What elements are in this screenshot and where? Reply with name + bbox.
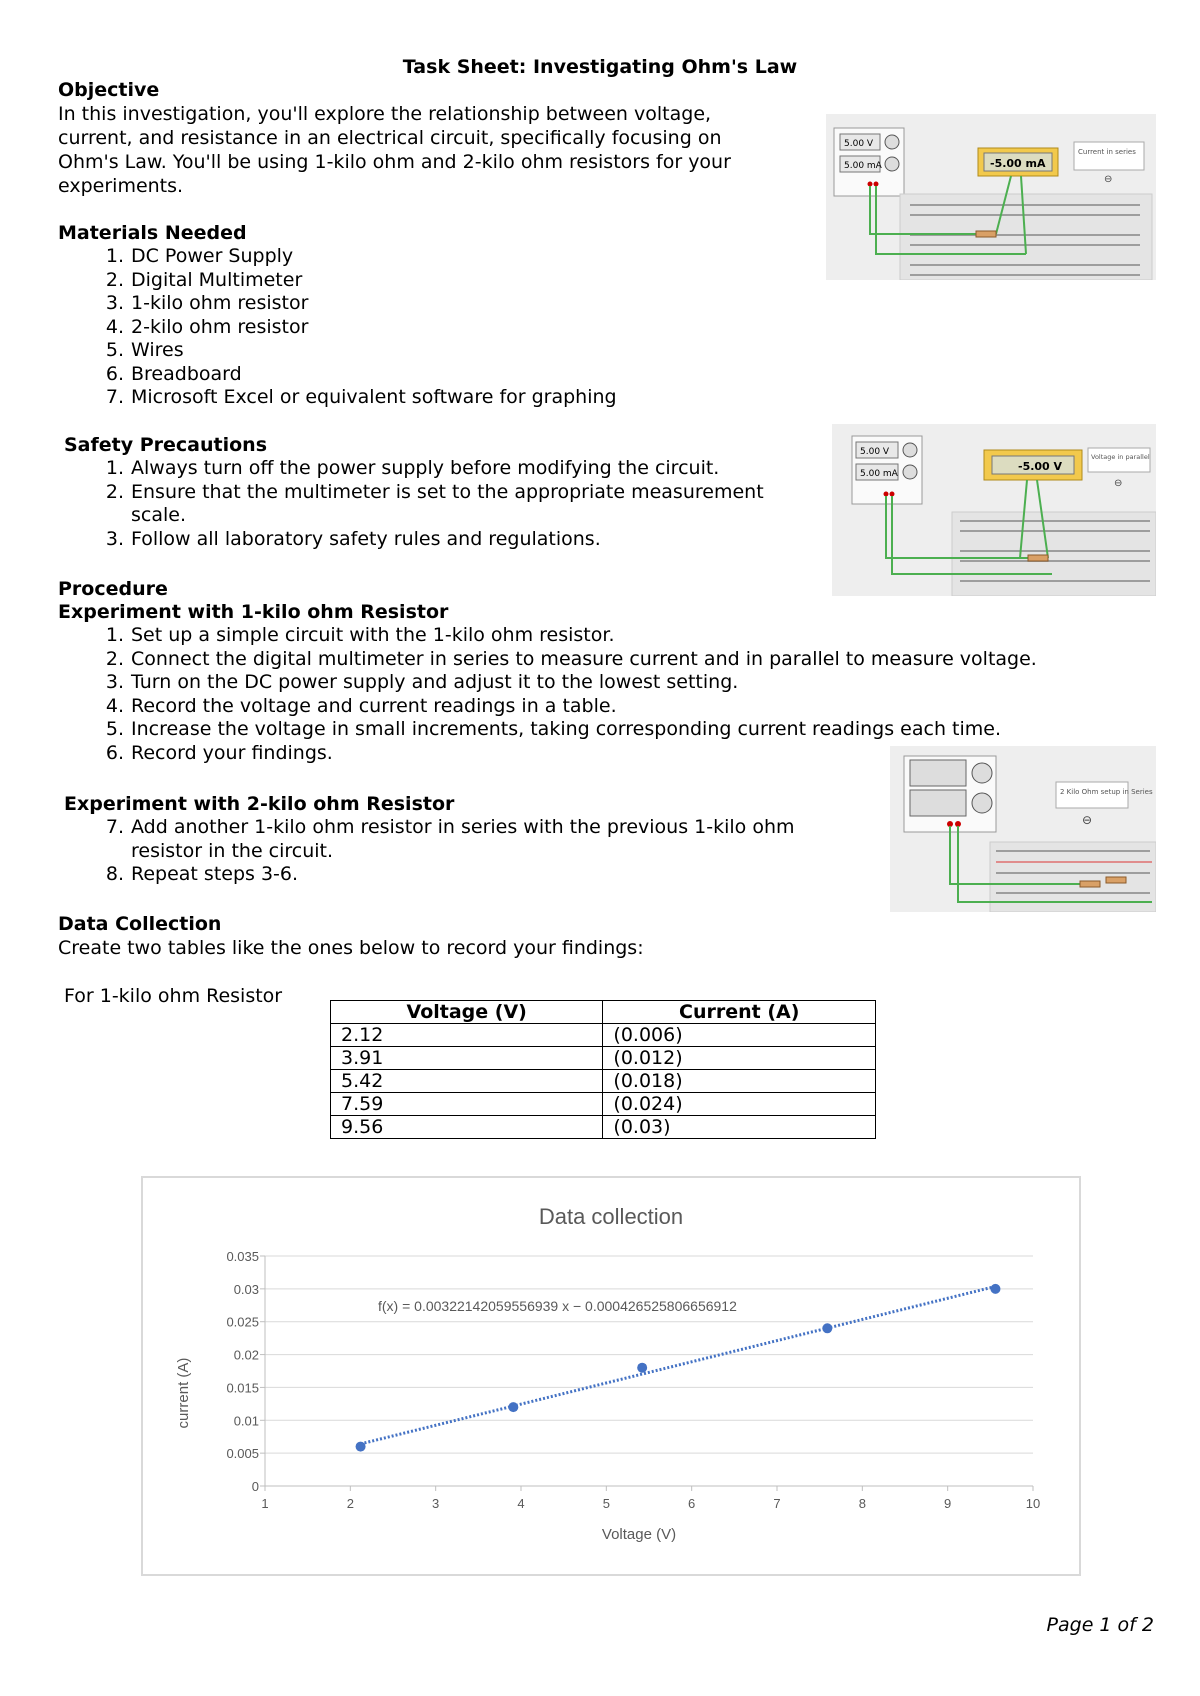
- x-tick-label: 10: [1025, 1496, 1041, 1511]
- table-cell: (0.006): [603, 1024, 876, 1047]
- table-cell: (0.012): [603, 1047, 876, 1070]
- y-tick-label: 0.025: [226, 1314, 259, 1330]
- table-cell: (0.024): [603, 1093, 876, 1116]
- x-tick-label: 7: [773, 1496, 781, 1511]
- y-tick-label: 0.02: [233, 1347, 259, 1363]
- chart-title: Data collection: [538, 1204, 684, 1229]
- list-text: Wires: [131, 339, 184, 361]
- table-row: [331, 1116, 876, 1139]
- knob-icon: [972, 763, 992, 783]
- breadboard: [900, 194, 1152, 280]
- supply-current-readout: 5.00 mA: [844, 161, 882, 171]
- list-text: Connect the digital multimeter in series to measure current and in parallel to measure voltage.: [131, 647, 1037, 670]
- y-axis-label: current (A): [175, 1357, 192, 1429]
- table-cell: 5.42: [331, 1070, 603, 1093]
- resistor-icon: [976, 231, 996, 237]
- hole-row: [996, 892, 1150, 894]
- list-number: 1.: [105, 457, 124, 479]
- list-number: 3.: [105, 671, 124, 693]
- knob-icon: [972, 793, 992, 813]
- hole-row: [910, 264, 1140, 266]
- column-header-current: Current (A): [603, 1001, 876, 1024]
- list-text: DC Power Supply: [131, 245, 294, 267]
- experiment1-heading: Experiment with 1-kilo ohm Resistor: [58, 601, 449, 623]
- data-point: [637, 1363, 647, 1373]
- table-row: [331, 1093, 876, 1116]
- data-collection-intro: Create two tables like the ones below to record your findings:: [58, 937, 644, 959]
- safety-heading: Safety Precautions: [64, 434, 268, 456]
- list-item: [58, 671, 1037, 695]
- delete-icon: ⊖: [1114, 478, 1123, 489]
- list-text: 1-kilo ohm resistor: [131, 292, 309, 314]
- list-number: 4.: [105, 315, 124, 338]
- table-cell: 7.59: [331, 1093, 603, 1116]
- supply-voltage-display: [910, 760, 966, 786]
- materials-list: [58, 245, 617, 410]
- trendline-equation: f(x) = 0.00322142059556939 x − 0.000426525806656912: [378, 1298, 737, 1314]
- supply-current-readout: 5.00 mA: [860, 469, 898, 479]
- list-item: [58, 292, 617, 316]
- knob-icon: [885, 157, 899, 171]
- table-cell: (0.03): [603, 1116, 876, 1139]
- list-number: 8.: [105, 863, 124, 885]
- data-table: [330, 1000, 876, 1139]
- list-number: 3.: [105, 292, 124, 314]
- table-row: [331, 1047, 876, 1070]
- table-header-row: [331, 1001, 876, 1024]
- x-tick-label: 6: [688, 1496, 696, 1511]
- chart-container: [141, 1176, 1081, 1576]
- circuit-image-series-current: [826, 114, 1156, 280]
- list-text: Set up a simple circuit with the 1-kilo ohm resistor.: [131, 624, 615, 646]
- list-text: Digital Multimeter: [131, 268, 303, 291]
- knob-icon: [903, 443, 917, 457]
- hole-row: [960, 560, 1150, 562]
- data-collection-heading: Data Collection: [58, 913, 222, 935]
- x-tick-label: 5: [602, 1496, 610, 1511]
- list-text: Record the voltage and current readings in a table.: [131, 694, 617, 717]
- hole-row: [910, 204, 1140, 206]
- table-cell: 2.12: [331, 1024, 603, 1047]
- resistor-icon: [1106, 877, 1126, 883]
- table-cell: 3.91: [331, 1047, 603, 1070]
- delete-icon: ⊖: [1082, 813, 1093, 827]
- resistor-icon: [1080, 881, 1100, 887]
- hole-row: [960, 550, 1150, 552]
- x-tick-label: 3: [432, 1496, 440, 1511]
- list-number: 1.: [105, 624, 124, 646]
- delete-icon: ⊖: [1104, 174, 1113, 185]
- x-tick-label: 2: [346, 1496, 354, 1511]
- list-item: [58, 457, 764, 481]
- list-item: [58, 386, 617, 410]
- note-text: Voltage in parallel: [1091, 453, 1150, 461]
- list-text: Microsoft Excel or equivalent software for graphing: [131, 386, 617, 408]
- list-number: 1.: [105, 245, 124, 267]
- multimeter-readout: -5.00 V: [1018, 460, 1063, 473]
- data-point: [508, 1402, 518, 1412]
- terminal-icon: [868, 182, 873, 187]
- procedure-heading: Procedure: [58, 578, 168, 600]
- data-point: [990, 1284, 1000, 1294]
- note-text: 2 Kilo Ohm setup in Series: [1060, 788, 1153, 796]
- table-cell: (0.018): [603, 1070, 876, 1093]
- supply-voltage-readout: 5.00 V: [860, 447, 890, 457]
- list-item: [58, 316, 617, 340]
- supply-voltage-readout: 5.00 V: [844, 139, 874, 149]
- list-item: [58, 363, 617, 387]
- breadboard: [952, 512, 1156, 596]
- list-text: Always turn off the power supply before modifying the circuit.: [131, 457, 720, 479]
- objective-line: current, and resistance in an electrical circuit, specifically focusing on: [58, 127, 722, 149]
- y-tick-label: 0.01: [233, 1413, 259, 1429]
- list-item: [58, 816, 795, 863]
- list-number: 6.: [105, 362, 124, 385]
- list-text: Ensure that the multimeter is set to the appropriate measurement: [131, 480, 764, 503]
- x-tick-label: 4: [517, 1496, 525, 1511]
- safety-list: [58, 457, 764, 551]
- circuit-image-2k-series: [890, 746, 1156, 912]
- objective-line: experiments.: [58, 175, 184, 197]
- procedure-steps-2: [58, 816, 795, 887]
- list-number: 6.: [105, 741, 124, 764]
- hole-row: [960, 520, 1150, 522]
- list-number: 5.: [105, 339, 124, 361]
- objective-heading: Objective: [58, 79, 160, 101]
- circuit-image-parallel-voltage: [832, 424, 1156, 596]
- knob-icon: [903, 465, 917, 479]
- list-text: Add another 1-kilo ohm resistor in series with the previous 1-kilo ohm: [131, 816, 795, 838]
- x-axis-label: Voltage (V): [601, 1526, 677, 1543]
- list-number: 7.: [105, 386, 124, 408]
- list-number: 2.: [105, 647, 124, 670]
- procedure-steps-1: [58, 624, 1037, 765]
- x-tick-label: 9: [944, 1496, 952, 1511]
- list-item: [58, 269, 617, 293]
- knob-icon: [885, 135, 899, 149]
- resistor-icon: [1028, 555, 1048, 561]
- hole-row: [996, 872, 1150, 874]
- list-text: Turn on the DC power supply and adjust it to the lowest setting.: [131, 671, 739, 693]
- data-point: [822, 1323, 832, 1333]
- supply-current-display: [910, 790, 966, 816]
- scatter-chart: [143, 1178, 1079, 1574]
- hole-row: [960, 530, 1150, 532]
- terminal-icon: [884, 492, 889, 497]
- list-item: [58, 718, 1037, 742]
- materials-heading: Materials Needed: [58, 222, 247, 244]
- list-text-continued: resistor in the circuit.: [131, 839, 334, 862]
- list-item: [58, 528, 764, 552]
- chart-axes: [226, 1249, 1040, 1511]
- y-tick-label: 0.005: [226, 1446, 259, 1462]
- list-item: [58, 481, 764, 528]
- list-number: 3.: [105, 527, 124, 550]
- objective-line: Ohm's Law. You'll be using 1-kilo ohm and 2-kilo ohm resistors for your: [58, 151, 731, 173]
- objective-text: [58, 102, 731, 198]
- list-number: 5.: [105, 718, 124, 740]
- list-item: [58, 245, 617, 269]
- terminal-icon: [890, 492, 895, 497]
- page-number: Page 1 of 2: [1046, 1614, 1154, 1636]
- data-point: [356, 1442, 366, 1452]
- list-number: 4.: [105, 694, 124, 717]
- list-text: Record your findings.: [131, 741, 333, 764]
- list-text: Breadboard: [131, 362, 242, 385]
- note-text: Current in series: [1078, 148, 1136, 156]
- list-item: [58, 648, 1037, 672]
- hole-row: [910, 274, 1140, 276]
- experiment2-heading: Experiment with 2-kilo ohm Resistor: [64, 793, 455, 815]
- y-tick-label: 0: [251, 1479, 259, 1494]
- list-item: [58, 695, 1037, 719]
- list-text: Increase the voltage in small increments, taking corresponding current readings each time.: [131, 718, 1001, 740]
- hole-row: [996, 850, 1150, 852]
- list-number: 2.: [105, 480, 124, 503]
- multimeter-readout: -5.00 mA: [990, 157, 1046, 170]
- table-label: For 1-kilo ohm Resistor: [64, 985, 283, 1007]
- x-tick-label: 1: [261, 1496, 269, 1511]
- y-tick-label: 0.015: [226, 1380, 259, 1396]
- y-tick-label: 0.03: [233, 1281, 259, 1297]
- table-cell: 9.56: [331, 1116, 603, 1139]
- page-title: Task Sheet: Investigating Ohm's Law: [402, 56, 798, 78]
- hole-row: [910, 214, 1140, 216]
- column-header-voltage: Voltage (V): [331, 1001, 603, 1024]
- table-row: [331, 1070, 876, 1093]
- list-text: 2-kilo ohm resistor: [131, 315, 309, 338]
- list-text-continued: scale.: [131, 504, 186, 526]
- list-item: [58, 339, 617, 363]
- objective-line: In this investigation, you'll explore the relationship between voltage,: [58, 103, 712, 125]
- y-tick-label: 0.035: [226, 1249, 259, 1264]
- table-row: [331, 1024, 876, 1047]
- list-item: [58, 863, 795, 887]
- list-number: 7.: [105, 816, 124, 838]
- list-text: Follow all laboratory safety rules and regulations.: [131, 527, 601, 550]
- list-item: [58, 624, 1037, 648]
- list-text: Repeat steps 3-6.: [131, 863, 299, 885]
- note-box: [1074, 142, 1144, 170]
- hole-row: [960, 580, 1150, 582]
- list-number: 2.: [105, 268, 124, 291]
- terminal-icon: [874, 182, 879, 187]
- x-tick-label: 8: [858, 1496, 866, 1511]
